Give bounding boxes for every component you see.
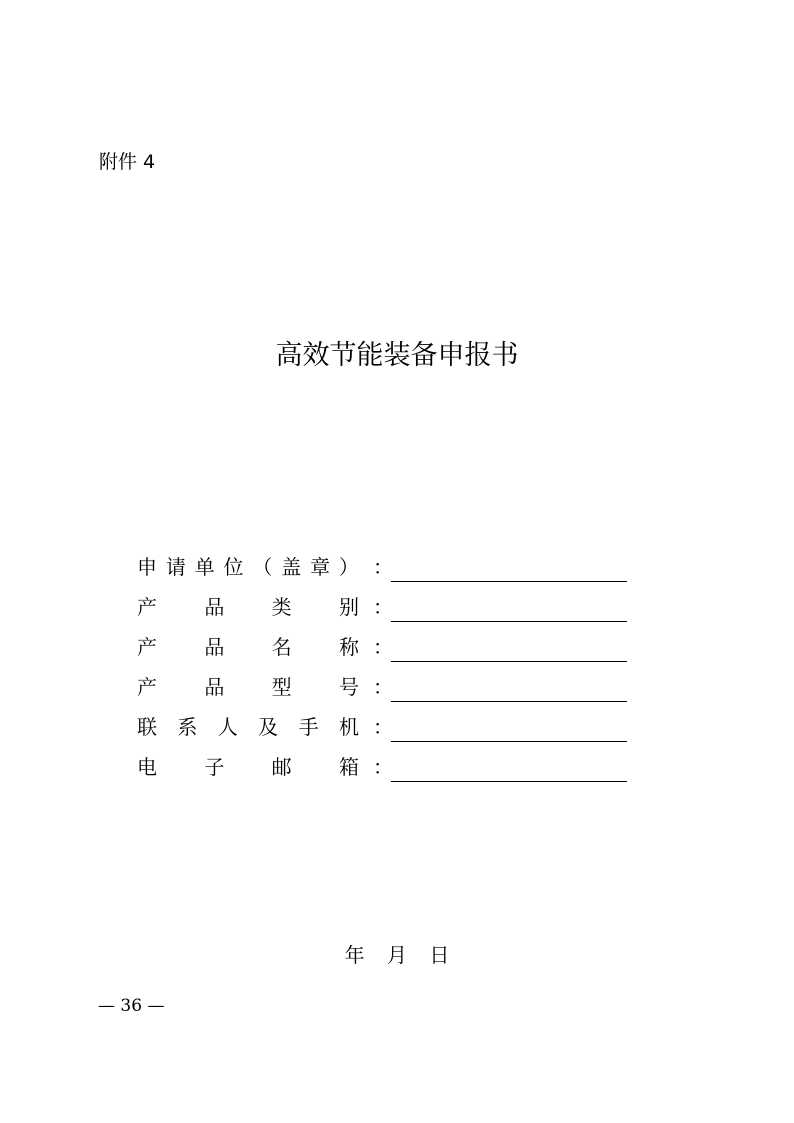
label-char: 产 <box>137 675 157 699</box>
document-title: 高效节能装备申报书 <box>275 340 519 371</box>
label-char: 联 <box>137 715 157 739</box>
date-day: 日 <box>429 943 450 967</box>
form-row-contact-phone <box>137 702 627 742</box>
form-colon: ： <box>373 675 393 699</box>
label-char: 称 <box>338 635 359 659</box>
label-char: 型 <box>271 675 292 699</box>
label-char: 电 <box>137 755 157 779</box>
form-colon: ： <box>373 595 393 619</box>
product-model-field[interactable] <box>391 675 627 702</box>
label-char: ） <box>338 555 359 579</box>
form-row-email <box>137 742 627 782</box>
label-char: 名 <box>271 635 292 659</box>
form-row-applicant-unit <box>137 542 627 582</box>
label-char: 类 <box>271 595 292 619</box>
label-char: 品 <box>204 635 225 659</box>
label-char: 章 <box>310 555 331 579</box>
form-row-product-category <box>137 582 627 622</box>
attachment-label: 附件 4 <box>99 151 156 173</box>
form-label <box>137 592 359 622</box>
label-char: 产 <box>137 595 157 619</box>
label-char: 盖 <box>281 555 302 579</box>
form-colon: ： <box>373 755 393 779</box>
date-year: 年 <box>344 943 365 967</box>
form-label <box>137 752 359 782</box>
label-char: 子 <box>204 755 225 779</box>
label-char: 号 <box>338 675 359 699</box>
form-colon: ： <box>373 635 393 659</box>
label-char: 单 <box>194 555 215 579</box>
date-line <box>0 940 794 970</box>
form-row-product-model <box>137 662 627 702</box>
applicant-unit-field[interactable] <box>391 555 627 582</box>
label-char: 产 <box>137 635 157 659</box>
form-label <box>137 632 359 662</box>
form-label <box>137 552 359 582</box>
form-label <box>137 712 359 742</box>
form-colon: ： <box>373 715 393 739</box>
label-char: 请 <box>165 555 186 579</box>
label-char: 申 <box>137 555 157 579</box>
label-char: 位 <box>223 555 244 579</box>
product-name-field[interactable] <box>391 635 627 662</box>
label-char: 手 <box>298 715 319 739</box>
label-char: （ <box>252 555 273 579</box>
application-form <box>137 542 627 782</box>
label-char: 别 <box>338 595 359 619</box>
label-char: 品 <box>204 675 225 699</box>
date-month: 月 <box>387 943 407 967</box>
label-char: 机 <box>338 715 359 739</box>
contact-phone-field[interactable] <box>391 715 627 742</box>
email-field[interactable] <box>391 755 627 782</box>
label-char: 品 <box>204 595 225 619</box>
form-label <box>137 672 359 702</box>
form-colon: ： <box>373 555 393 579</box>
label-char: 箱 <box>338 755 359 779</box>
label-char: 及 <box>258 715 279 739</box>
form-row-product-name <box>137 622 627 662</box>
label-char: 系 <box>177 715 198 739</box>
page-number: — 36 — <box>98 996 165 1016</box>
label-char: 邮 <box>271 755 292 779</box>
label-char: 人 <box>217 715 238 739</box>
product-category-field[interactable] <box>391 595 627 622</box>
